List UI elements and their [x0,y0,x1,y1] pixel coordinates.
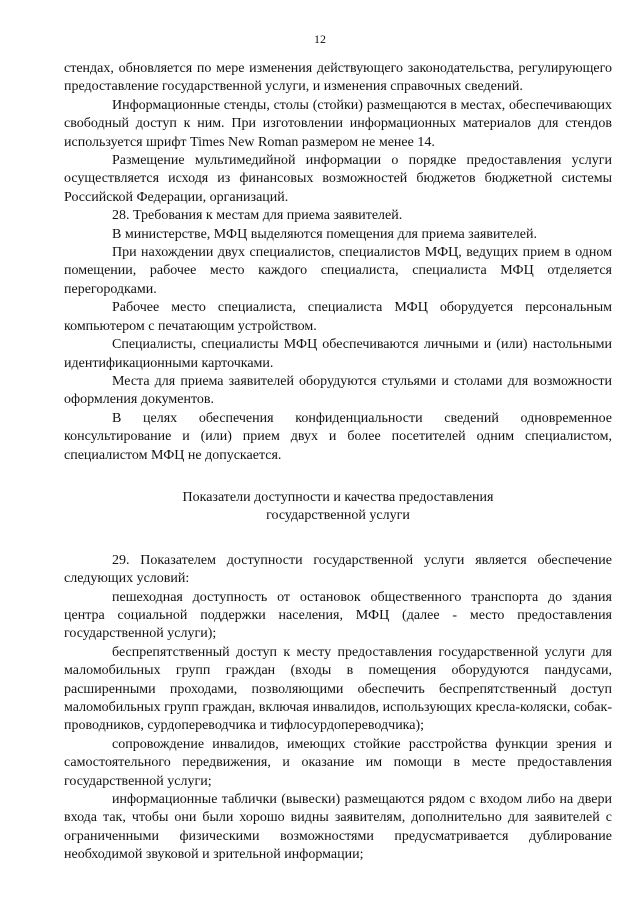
page-number: 12 [314,32,326,46]
section-heading-line: государственной услуги [266,508,410,524]
paragraph: Специалисты, специалисты МФЦ обеспечиваются личными и (или) настольными идентификационными карточками. [64,337,612,371]
paragraph: В министерстве, МФЦ выделяются помещения для приема заявителей. [112,226,537,242]
paragraph-section-28: 28. Требования к местам для приема заявителей. [112,208,403,224]
list-item: информационные таблички (вывески) размещаются рядом с входом либо на двери входа так, чтобы они были хорошо видны заявителям, дополнительно для заявителей с ограниченными физическими возможностями предусматривается дублирование необходимой звуковой и зрительной информации; [64,792,612,863]
paragraph: При нахождении двух специалистов, специалистов МФЦ, ведущих прием в одном помещении, рабочее место каждого специалиста, специалиста МФЦ отделяется перегородками. [64,245,612,297]
paragraph: Рабочее место специалиста, специалиста МФЦ оборудуется персональным компьютером с печатающим устройством. [64,300,612,334]
paragraph: Размещение мультимедийной информации о порядке предоставления услуги осуществляется исходя из финансовых возможностей бюджетов бюджетной системы Российской Федерации, организаций. [64,153,612,205]
document-body [64,60,612,865]
section-heading [64,489,612,526]
paragraph: Места для приема заявителей оборудуются стульями и столами для возможности оформления документов. [64,373,612,408]
paragraph-continuation: стендах, обновляется по мере изменения действующего законодательства, регулирующего предоставление государственной услуги, и изменения справочных сведений. [64,61,612,95]
paragraph-section-29: 29. Показателем доступности государственной услуги является обеспечение следующих условий: [64,552,612,587]
list-item: пешеходная доступность от остановок общественного транспорта до здания центра социальной поддержки населения, МФЦ (далее - место предоставления государственной услуги); [64,589,612,642]
list-item: сопровождение инвалидов, имеющих стойкие расстройства функции зрения и самостоятельного передвижения, и оказание им помощи в месте предоставления государственной услуги; [64,736,612,789]
paragraph: В целях обеспечения конфиденциальности сведений одновременное консультирование и (или) прием двух и более посетителей одним специалистом, специалистом МФЦ не допускается. [64,410,612,463]
paragraph: Информационные стенды, столы (стойки) размещаются в местах, обеспечивающих свободный доступ к ним. При изготовлении информационных материалов для стендов используется шрифт Times New Roman размером не менее 14. [64,97,612,150]
section-heading-line: Показатели доступности и качества предоставления [182,489,494,505]
list-item: беспрепятственный доступ к месту предоставления государственной услуги для маломобильных групп граждан (входы в помещения оборудуются пандусами, расширенными проходами, позволяющими обеспечить беспрепятственный доступ маломобильных групп граждан, включая инвалидов, использующих кресла-коляски, собак-проводников, сурдопереводчика и тифлосурдопереводчика); [64,644,612,734]
